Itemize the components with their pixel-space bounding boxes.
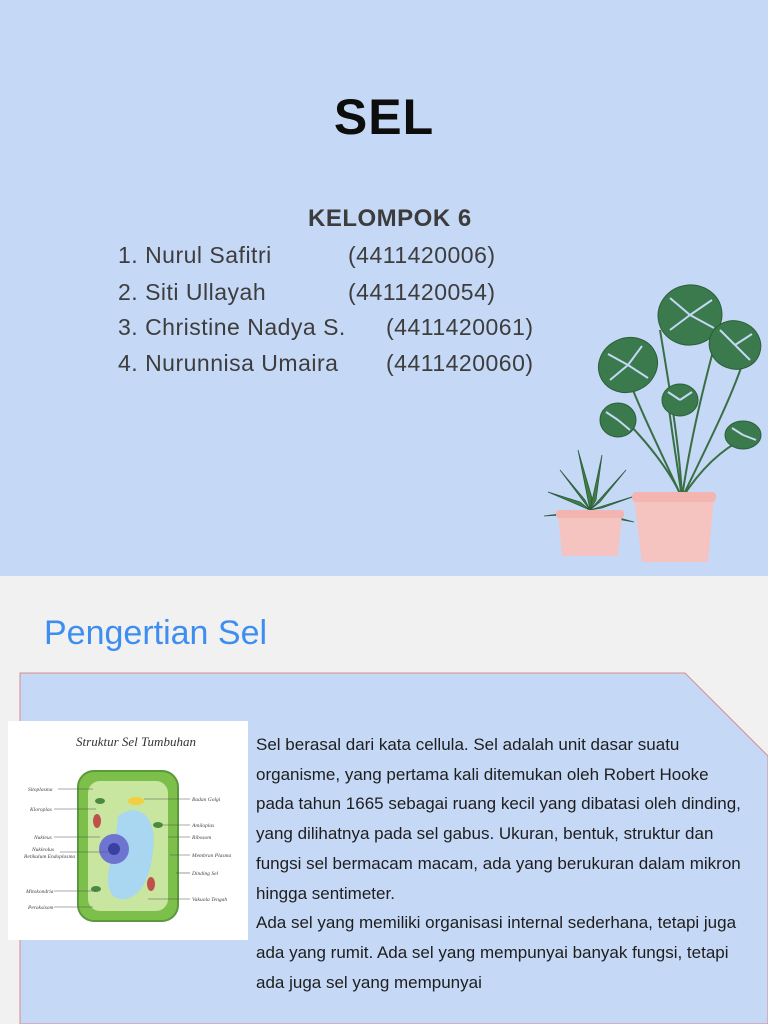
plant-cell-diagram	[8, 721, 248, 940]
potted-plants-illustration	[530, 270, 768, 570]
diagram-label: Membran Plasma	[192, 853, 232, 859]
diagram-label: Badan Golgi	[192, 797, 221, 803]
paragraph: Sel berasal dari kata cellula. Sel adalah unit dasar suatu organisme, yang pertama kali ditemukan oleh Robert Hooke pada tahun 1665 sebagai ruang kecil yang dibatasi oleh dinding, yang dilihatnya pada sel gabus. Ukuran, bentuk, struktur dan fungsi sel bermacam macam, ada yang berukuran dalam mikron hingga sentimeter.	[256, 735, 741, 903]
member-name: 1. Nurul Safitri	[118, 242, 272, 268]
member-id: (4411420061)	[386, 314, 534, 340]
definition-text	[256, 730, 746, 997]
member-name: 4. Nurunnisa Umaira	[118, 350, 339, 376]
diagram-label: Dinding Sel	[192, 871, 219, 877]
diagram-label: Retikulum Endoplasma	[24, 854, 76, 860]
diagram-label: Nukleolus	[32, 847, 54, 853]
member-id: (4411420006)	[348, 242, 496, 268]
diagram-label: Amiloplas	[192, 823, 215, 829]
definition-slide	[0, 576, 768, 1024]
member-id: (4411420054)	[348, 279, 496, 305]
member-name: 3. Christine Nadya S.	[118, 314, 346, 340]
diagram-label: Sitoplasma	[28, 787, 53, 793]
diagram-label: Nukleus	[34, 835, 52, 841]
diagram-label: Kloroplas	[30, 807, 52, 813]
group-heading: KELOMPOK 6	[308, 205, 472, 232]
diagram-label: Ribosom	[192, 835, 212, 841]
diagram-label: Mitokondria	[26, 889, 54, 895]
diagram-title: Struktur Sel Tumbuhan	[76, 734, 196, 749]
slide-title: SEL	[333, 89, 435, 145]
member-id: (4411420060)	[386, 350, 534, 376]
diagram-label: Peroksisom	[28, 905, 54, 911]
paragraph: Ada sel yang memiliki organisasi internal sederhana, tetapi juga ada yang rumit. Ada sel yang mempunyai banyak fungsi, tetapi ada juga sel yang mempunyai	[256, 913, 737, 992]
diagram-label: Vakuola Tengah	[192, 897, 228, 903]
section-title: Pengertian Sel	[44, 614, 268, 652]
member-name: 2. Siti Ullayah	[118, 279, 267, 305]
